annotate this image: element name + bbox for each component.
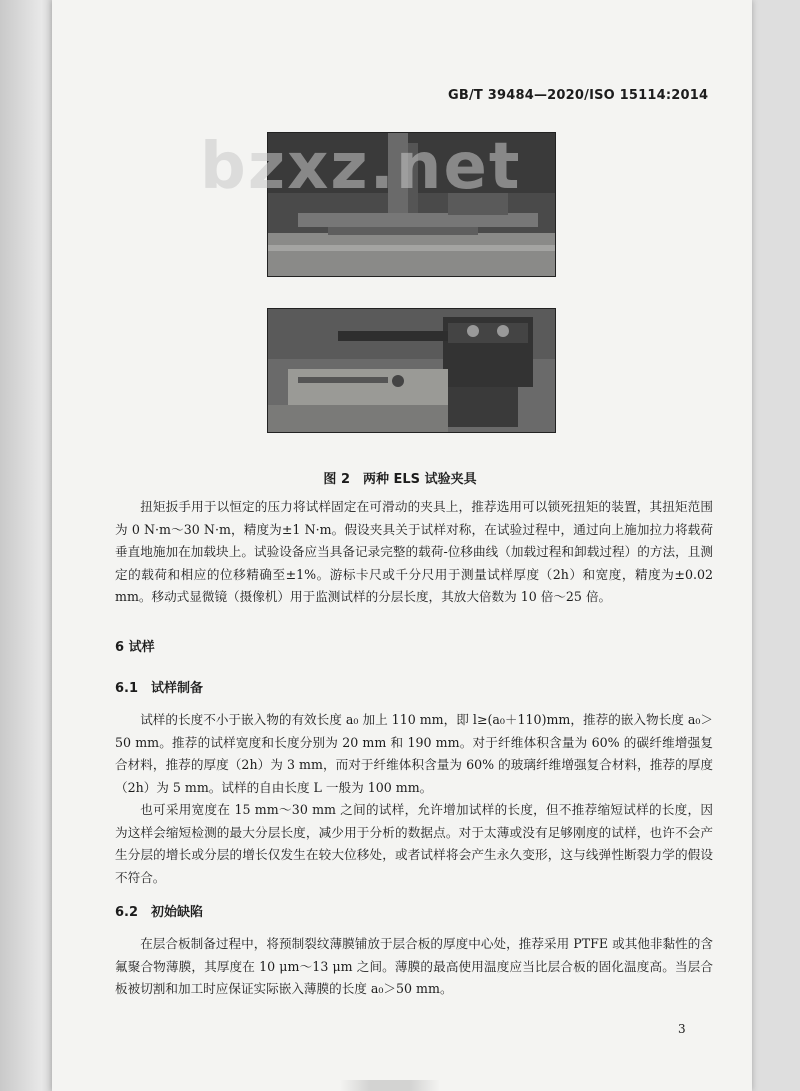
figure-caption: 图 2 两种 ELS 试验夹具 [323,472,477,487]
watermark: bzxz.net [200,130,522,204]
section-heading-6-2: 6.2 初始缺陷 [115,905,204,920]
page-number: 3 [678,1022,686,1036]
paragraph-specimen-length: 试样的长度不小于嵌入物的有效长度 a₀ 加上 110 mm，即 l≥(a₀＋110)mm，推荐的嵌入物长度 a₀＞50 mm。推荐的试样宽度和长度分别为 20 mm 和 190 mm。对于纤维体积含量为 60% 的碳纤维增强复合材料，推荐的厚度（2h）为 3 mm，而对于纤维体积含量为 60% 的玻璃纤维增强复合材料，推荐的厚度（2h）为 5 mm。试样的自由长度 L 一般为 100 mm。 [115,712,713,795]
test-fixture-photo-2 [268,309,555,432]
section-heading-6-1: 6.1 试样制备 [115,681,204,696]
standard-code: GB/T 39484—2020/ISO 15114:2014 [448,88,709,103]
section-heading-6: 6 试样 [115,640,155,655]
footer-smudge [340,1080,440,1091]
figure-photo-bottom [267,308,556,433]
paragraph-specimen-width: 也可采用宽度在 15 mm～30 mm 之间的试样，允许增加试样的长度，但不推荐缩短试样的长度，因为这样会缩短检测的最大分层长度，减少用于分析的数据点。对于太薄或没有足够刚度的试样，也许不会产生分层的增长或分层的增长仅发生在较大位移处，或者试样将会产生永久变形，这与线弹性断裂力学的假设不符合。 [115,802,713,885]
paragraph-torque-wrench: 扭矩扳手用于以恒定的压力将试样固定在可滑动的夹具上，推荐选用可以锁死扭矩的装置，其扭矩范围为 0 N·m～30 N·m，精度为±1 N·m。假设夹具关于试样对称，在试验过程中，通过向上施加拉力将载荷垂直地施加在加载块上。试验设备应当具备记录完整的载荷-位移曲线（加载过程和卸载过程）的方法，且测定的载荷和相应的位移精确至±1%。游标卡尺或千分尺用于测量试样厚度（2h）和宽度，精度为±0.02 mm。移动式显微镜（摄像机）用于监测试样的分层长度，其放大倍数为 10 倍～25 倍。 [115,499,713,605]
page-edge-shadow [0,0,52,1091]
paragraph-initial-defect: 在层合板制备过程中，将预制裂纹薄膜铺放于层合板的厚度中心处，推荐采用 PTFE 或其他非黏性的含氟聚合物薄膜，其厚度在 10 μm～13 μm 之间。薄膜的最高使用温度应当比层合板的固化温度高。当层合板被切割和加工时应保证实际嵌入薄膜的长度 a₀＞50 mm。 [115,936,713,997]
